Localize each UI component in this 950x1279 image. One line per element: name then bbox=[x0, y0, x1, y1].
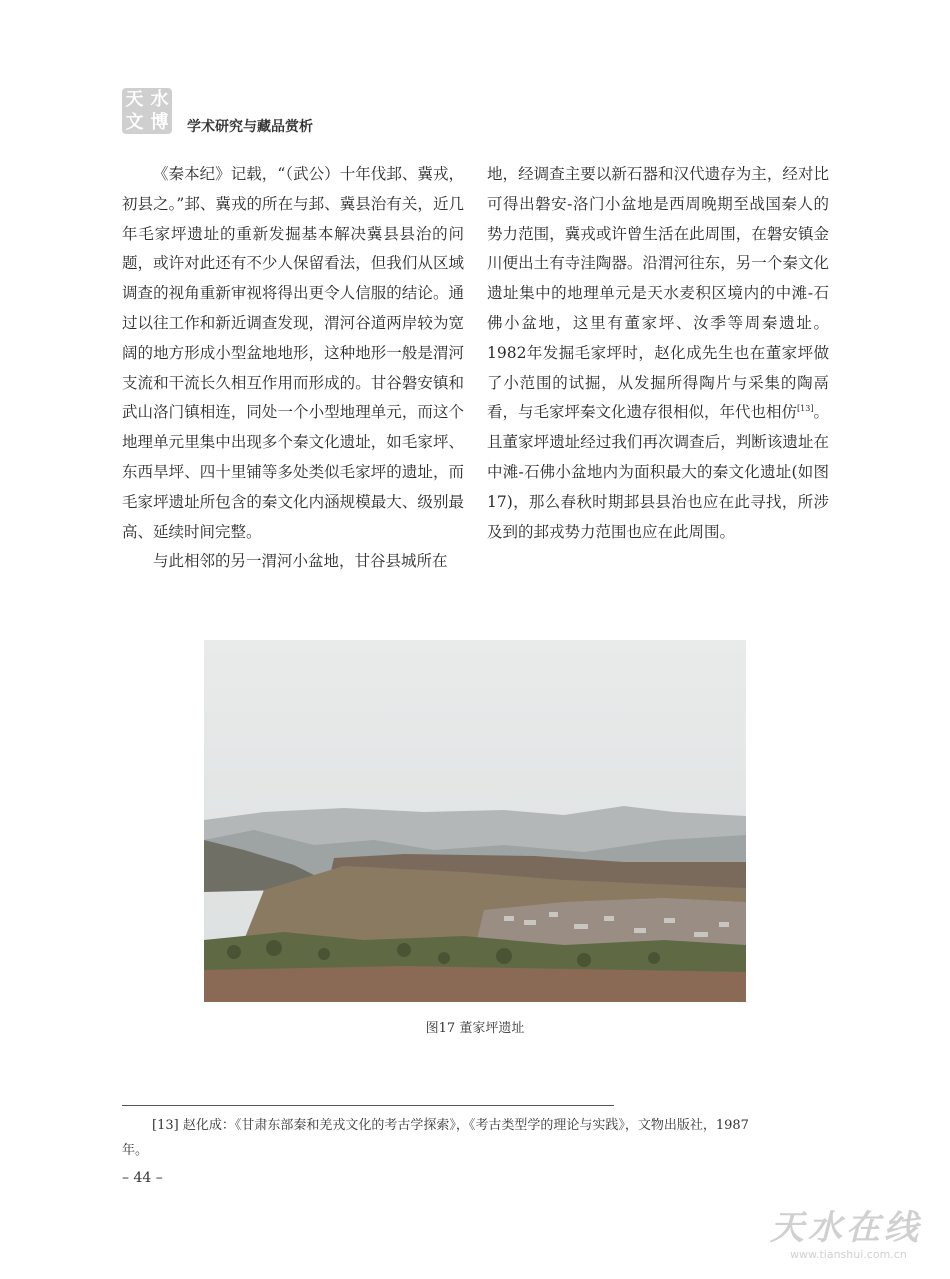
paragraph-gangu: 与此相邻的另一渭河小盆地，甘谷县城所在 bbox=[153, 552, 448, 571]
right-column bbox=[487, 160, 829, 547]
logo-char-3: 文 bbox=[125, 112, 144, 133]
watermark-url: www.tianshui.com.cn bbox=[790, 1248, 907, 1261]
journal-logo bbox=[122, 88, 172, 134]
paragraph-continued bbox=[487, 160, 829, 547]
footnote-line-2: 年。 bbox=[122, 1143, 149, 1158]
foreground-field bbox=[204, 966, 746, 1002]
paragraph-qin-benji: 《秦本纪》记载，“（武公）十年伐邽、冀戎，初县之。”邽、冀戎的所在与邽、冀县治有关，近几年毛家坪遗址的重新发掘基本解决冀县县治的问题，或许对此还有不少人保留看法，但我们从区域调查的视角重新审视将得出更令人信服的结论。通过以往工作和新近调查发现，渭河谷道两岸较为宽阔的地方形成小型盆地地形，这种地形一般是渭河支流和干流长久相互作用而形成的。甘谷磐安镇和武山洛门镇相连，同处一个小型地理单元，而这个地理单元里集中出现多个秦文化遗址，如毛家坪、东西旱坪、四十里铺等多处类似毛家坪的遗址，而毛家坪遗址所包含的秦文化内涵规模最大、级别最高、延续时间完整。 bbox=[122, 165, 464, 541]
figure-caption: 图17 董家坪遗址 bbox=[425, 1021, 525, 1036]
footnote-line-1: [13] 赵化成：《甘肃东部秦和羌戎文化的考古学探索》，《考古类型学的理论与实践》，文物出版社，1987 bbox=[152, 1118, 749, 1133]
left-column bbox=[122, 160, 464, 577]
footnote bbox=[122, 1113, 828, 1163]
figure-photo-dongjiaping bbox=[204, 640, 746, 1002]
page-number: – 44 – bbox=[122, 1170, 163, 1186]
footnote-reference[interactable]: [13] bbox=[797, 404, 814, 414]
watermark-text: 天水在线 bbox=[770, 1208, 922, 1248]
logo-char-1: 天 bbox=[125, 89, 144, 110]
logo-char-4: 博 bbox=[150, 112, 169, 133]
footnote-divider bbox=[122, 1105, 614, 1106]
landscape-illustration bbox=[204, 640, 746, 1002]
watermark bbox=[770, 1208, 940, 1268]
section-title: 学术研究与藏品赏析 bbox=[187, 119, 313, 135]
paragraph-text-b: 。且董家坪遗址经过我们再次调查后，判断该遗址在中滩-石佛小盆地内为面积最大的秦文化遗址(如图17)，那么春秋时期邽县县治也应在此寻找，所涉及到的邽戎势力范围也应在此周围。 bbox=[487, 403, 829, 541]
paragraph-text-a: 地，经调查主要以新石器和汉代遗存为主，经对比可得出磐安-洛门小盆地是西周晚期至战国秦人的势力范围，冀戎或许曾生活在此周围，在磐安镇金川便出土有寺洼陶器。沿渭河往东，另一个秦文化遗址集中的地理单元是天水麦积区境内的中滩-石佛小盆地，这里有董家坪、汝季等周秦遗址。1982年发掘毛家坪时，赵化成先生也在董家坪做了小范围的试掘，从发掘所得陶片与采集的陶鬲看，与毛家坪秦文化遗存很相似，年代也相仿 bbox=[487, 165, 829, 422]
logo-char-2: 水 bbox=[150, 89, 169, 110]
